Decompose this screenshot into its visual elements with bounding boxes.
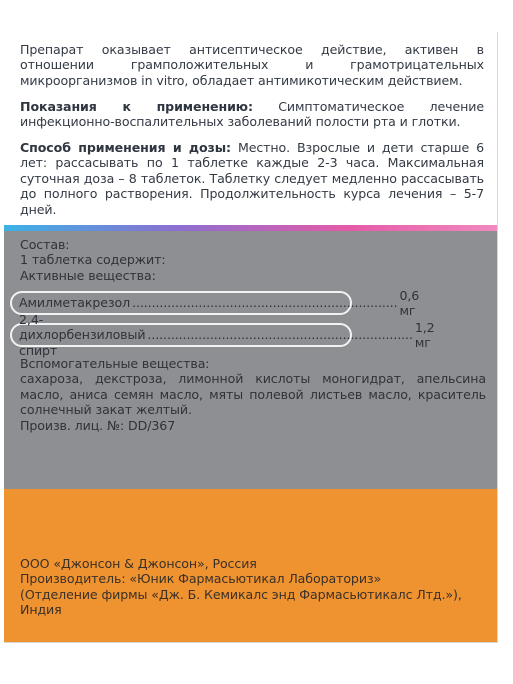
ingredient-name: 2,4-дихлорбензиловый спирт [19,311,146,358]
ingredient-name: Амилметакрезол [19,295,131,311]
dosage-text: Местно. Взрослые и дети старше 6 лет: рассасывать по 1 таблетке каждые 2-3 часа. Максимальная суточная доза – 8 таблеток. Таблетку следует медленно рассасывать до полного растворения. Продолжительность курса лечения – 5-7 дней. [20,140,484,217]
producer-division-line: (Отделение фирмы «Дж. Б. Кемикалс энд Фармасьютикалс Лтд.»), Индия [20,586,462,618]
composition-header [20,237,166,283]
indications-paragraph [20,99,484,130]
manufacturer-block [20,556,486,618]
package-back [4,32,498,643]
indications-text: Симптоматическое лечение инфекционно-воспалительных заболеваний полости рта и глотки. [20,99,484,130]
active-ingredient-row [10,311,435,358]
active-heading: Активные вещества: [20,267,156,283]
composition-heading: Состав: [20,237,70,252]
distributor-line: ООО «Джонсон & Джонсон», Россия [20,556,257,571]
ingredient-dose: 1,2 мг [414,319,435,350]
excipients-block [20,356,486,433]
indications-label: Показания к применению: [20,99,253,114]
license-number: Произв. лиц. №: DD/367 [20,417,176,433]
leader-dots: .................................................................... [147,327,413,343]
dosage-label: Способ применения и дозы: [20,140,231,155]
excipients-heading: Вспомогательные вещества: [20,356,210,371]
info-section [4,32,497,227]
description-text: Препарат оказывает антисептическое действие, активен в отношении грамположительных и грамотрицательных микроорганизмов in vitro, обладает антимикотическим действием. [20,42,484,88]
producer-line: Производитель: «Юник Фармасьютикал Лабораториз» [20,571,382,587]
per-tablet-text: 1 таблетка содержит: [20,252,166,268]
excipients-text: сахароза, декстроза, лимонной кислоты моногидрат, апельсина масло, аниса семян масло, мяты полевой листьев масло, краситель солнечный закат желтый. [20,371,486,418]
ingredient-dose: 0,6 мг [399,287,420,318]
leader-dots: .................................................................... [132,295,398,311]
dosage-paragraph [20,140,484,217]
